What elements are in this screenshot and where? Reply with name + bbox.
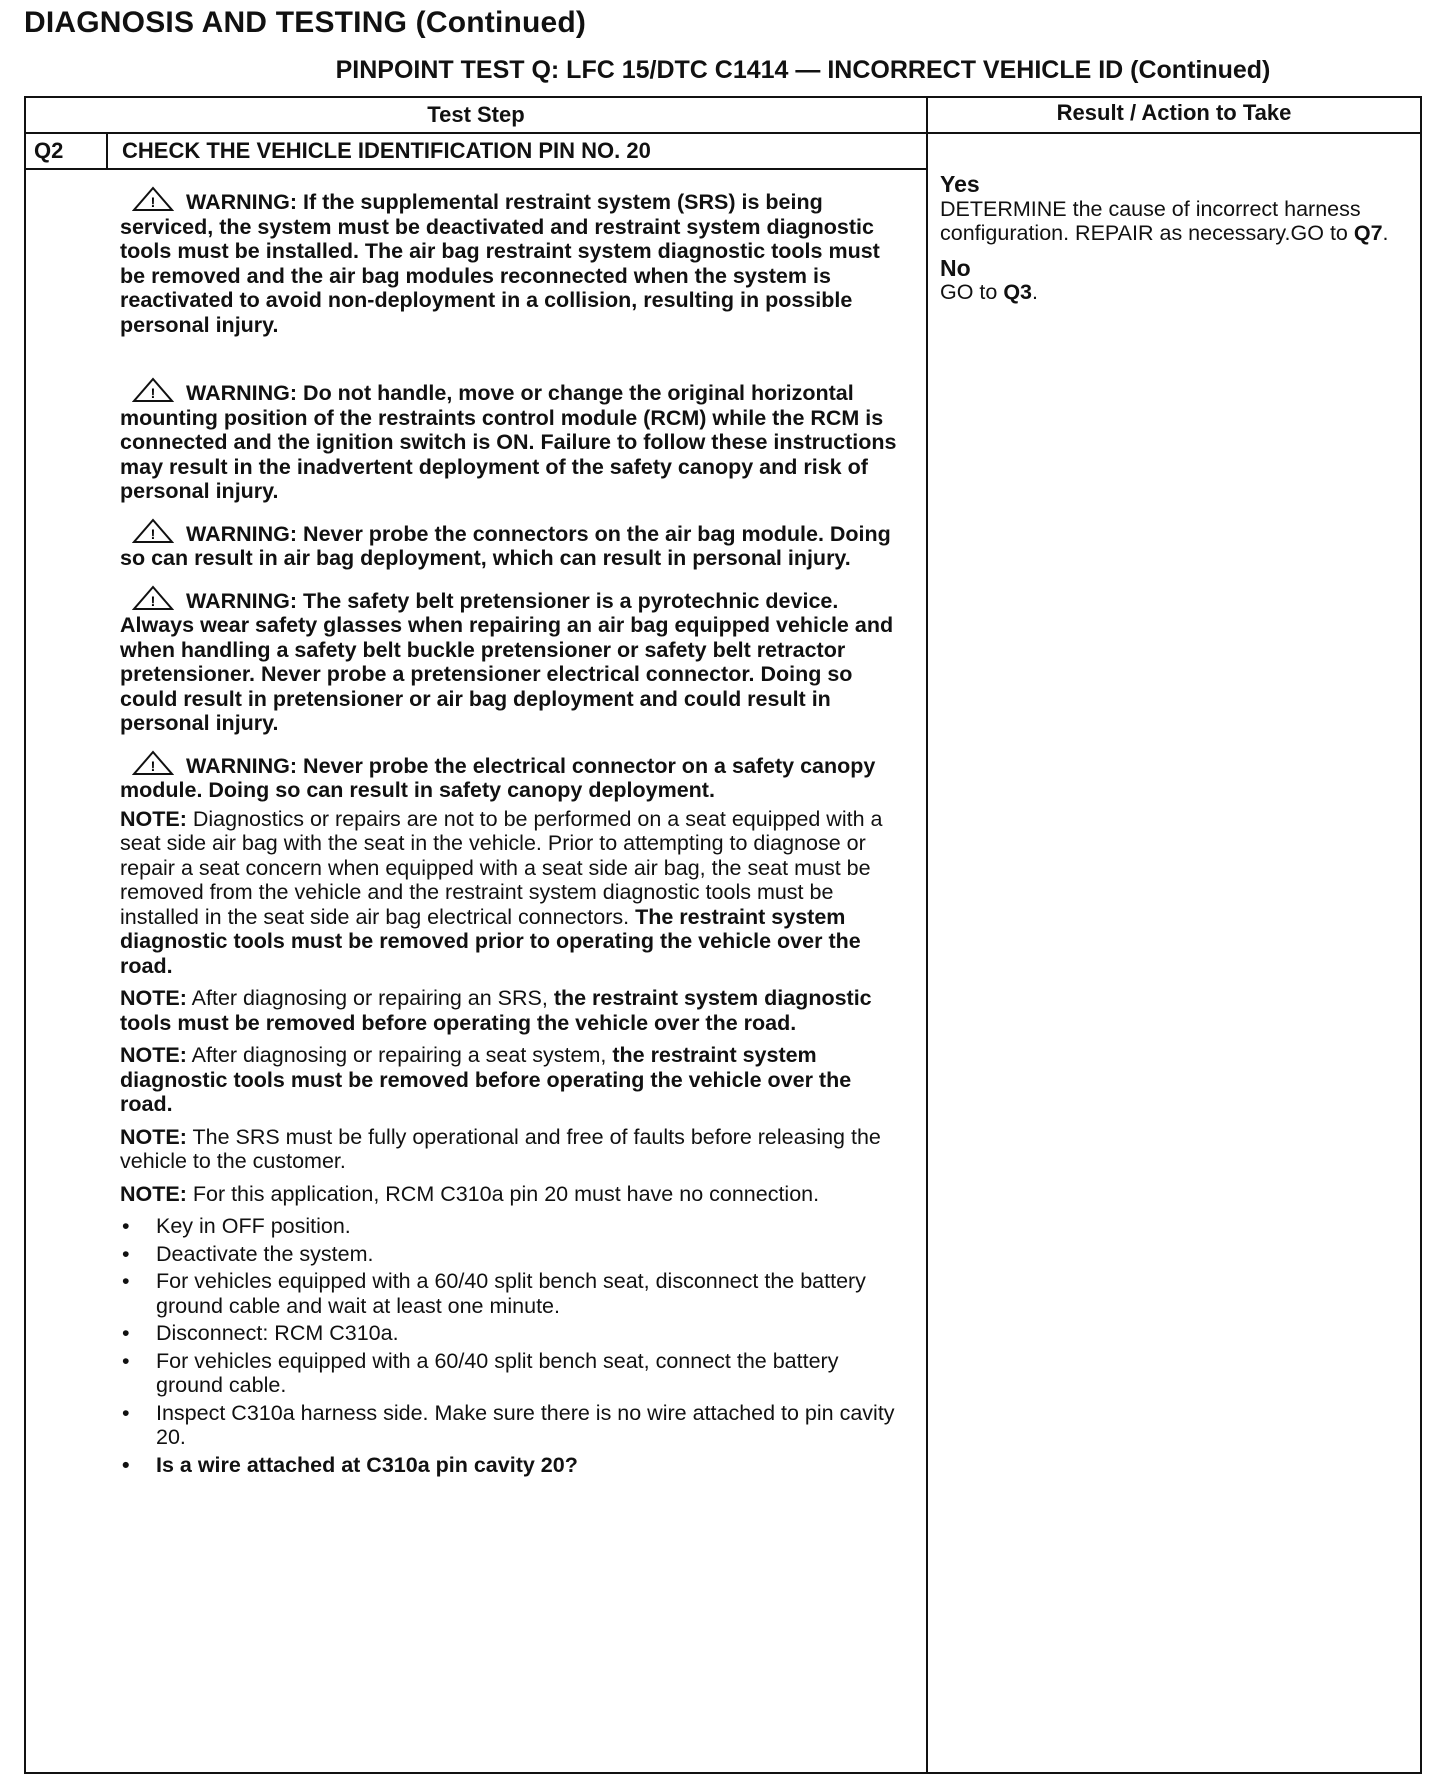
- svg-text:!: !: [150, 592, 156, 609]
- step-id: Q2: [34, 138, 64, 163]
- yes-target-link[interactable]: Q7: [1353, 221, 1383, 245]
- warning-2: ! WARNING: Do not handle, move or change the original horizontal mounting position of the restraints control module (RCM) while the RCM is connected and the ignition switch is ON. Failure to follow these instructions may result in the inadvertent deployment of the safety canopy and risk of personal injury.: [120, 377, 900, 504]
- list-item: • For vehicles equipped with a 60/40 split bench seat, connect the battery ground cable.: [120, 1349, 900, 1398]
- warning-triangle-icon: [132, 377, 174, 403]
- pinpoint-test-title: PINPOINT TEST Q: LFC 15/DTC C1414 — INCORRECT VEHICLE ID (Continued): [335, 56, 1271, 84]
- result-column: [940, 172, 1400, 315]
- header-result: Result / Action to Take: [1056, 100, 1292, 125]
- list-item: • Deactivate the system.: [120, 1242, 900, 1267]
- no-target-link[interactable]: Q3: [1003, 280, 1033, 304]
- procedure-list: [120, 1214, 900, 1477]
- svg-text:!: !: [150, 757, 156, 774]
- test-question: • Is a wire attached at C310a pin cavity 20?: [120, 1453, 900, 1478]
- warning-triangle-icon: [132, 186, 174, 212]
- warning-5: ! WARNING: Never probe the electrical connector on a safety canopy module. Doing so can result in safety canopy deployment.: [120, 750, 900, 803]
- yes-action: DETERMINE the cause of incorrect harness configuration. REPAIR as necessary.GO to Q7.: [940, 196, 1389, 245]
- warning-3: ! WARNING: Never probe the connectors on the air bag module. Doing so can result in air bag deployment, which can result in personal injury.: [120, 518, 900, 571]
- no-label: No: [940, 254, 971, 281]
- svg-text:!: !: [150, 385, 156, 401]
- warning-triangle-icon: [132, 518, 174, 544]
- header-test-step: Test Step: [427, 102, 525, 127]
- list-item: • Inspect C310a harness side. Make sure there is no wire attached to pin cavity 20.: [120, 1401, 900, 1450]
- note-4: NOTE: The SRS must be fully operational and free of faults before releasing the vehicle to the customer.: [120, 1124, 881, 1173]
- note-2: NOTE: After diagnosing or repairing an SRS, the restraint system diagnostic tools must be removed before operating the vehicle over the road.: [120, 986, 872, 1035]
- step-title-divider: [24, 168, 928, 170]
- note-5: NOTE: For this application, RCM C310a pin 20 must have no connection.: [120, 1181, 820, 1206]
- yes-label: Yes: [940, 171, 980, 197]
- list-item: • Disconnect: RCM C310a.: [120, 1321, 900, 1346]
- id-column-divider: [106, 134, 108, 170]
- note-1: NOTE: Diagnostics or repairs are not to be performed on a seat equipped with a seat side air bag with the seat in the vehicle. Prior to attempting to diagnose or repair a seat concern when equipped with a seat side air bag, the seat must be removed from the vehicle and the restraint system diagnostic tools must be installed in the seat side air bag electrical connectors. The restraint system diagnostic tools must be removed prior to operating the vehicle over the road.: [120, 806, 883, 978]
- warning-4: ! WARNING: The safety belt pretensioner is a pyrotechnic device. Always wear safety glasses when repairing an air bag equipped vehicle and when handling a safety belt buckle pretensioner or safety belt retractor pretensioner. Never probe a pretensioner electrical connector. Doing so could result in pretensioner or air bag deployment and could result in personal injury.: [120, 585, 900, 736]
- header-divider: [24, 132, 1422, 134]
- svg-text:!: !: [150, 194, 156, 210]
- column-divider: [926, 96, 928, 1774]
- list-item: • Key in OFF position.: [120, 1214, 900, 1239]
- warning-1: ! WARNING: If the supplemental restraint system (SRS) is being serviced, the system must be deactivated and restraint system diagnostic tools must be installed. The air bag restraint system diagnostic tools must be removed and the air bag modules reconnected when the system is reactivated to avoid non-deployment in a collision, resulting in possible personal injury.: [120, 186, 900, 337]
- warning-triangle-icon: [132, 585, 174, 611]
- step-body: [120, 186, 900, 1480]
- svg-text:!: !: [150, 525, 156, 542]
- no-action: GO to Q3.: [940, 280, 1038, 304]
- page-title: DIAGNOSIS AND TESTING (Continued): [24, 6, 587, 39]
- step-title: CHECK THE VEHICLE IDENTIFICATION PIN NO. 20: [122, 138, 651, 163]
- note-3: NOTE: After diagnosing or repairing a seat system, the restraint system diagnostic tools must be removed before operating the vehicle over the road.: [120, 1043, 852, 1116]
- list-item: • For vehicles equipped with a 60/40 split bench seat, disconnect the battery ground cable and wait at least one minute.: [120, 1269, 900, 1318]
- warning-triangle-icon: [132, 750, 174, 776]
